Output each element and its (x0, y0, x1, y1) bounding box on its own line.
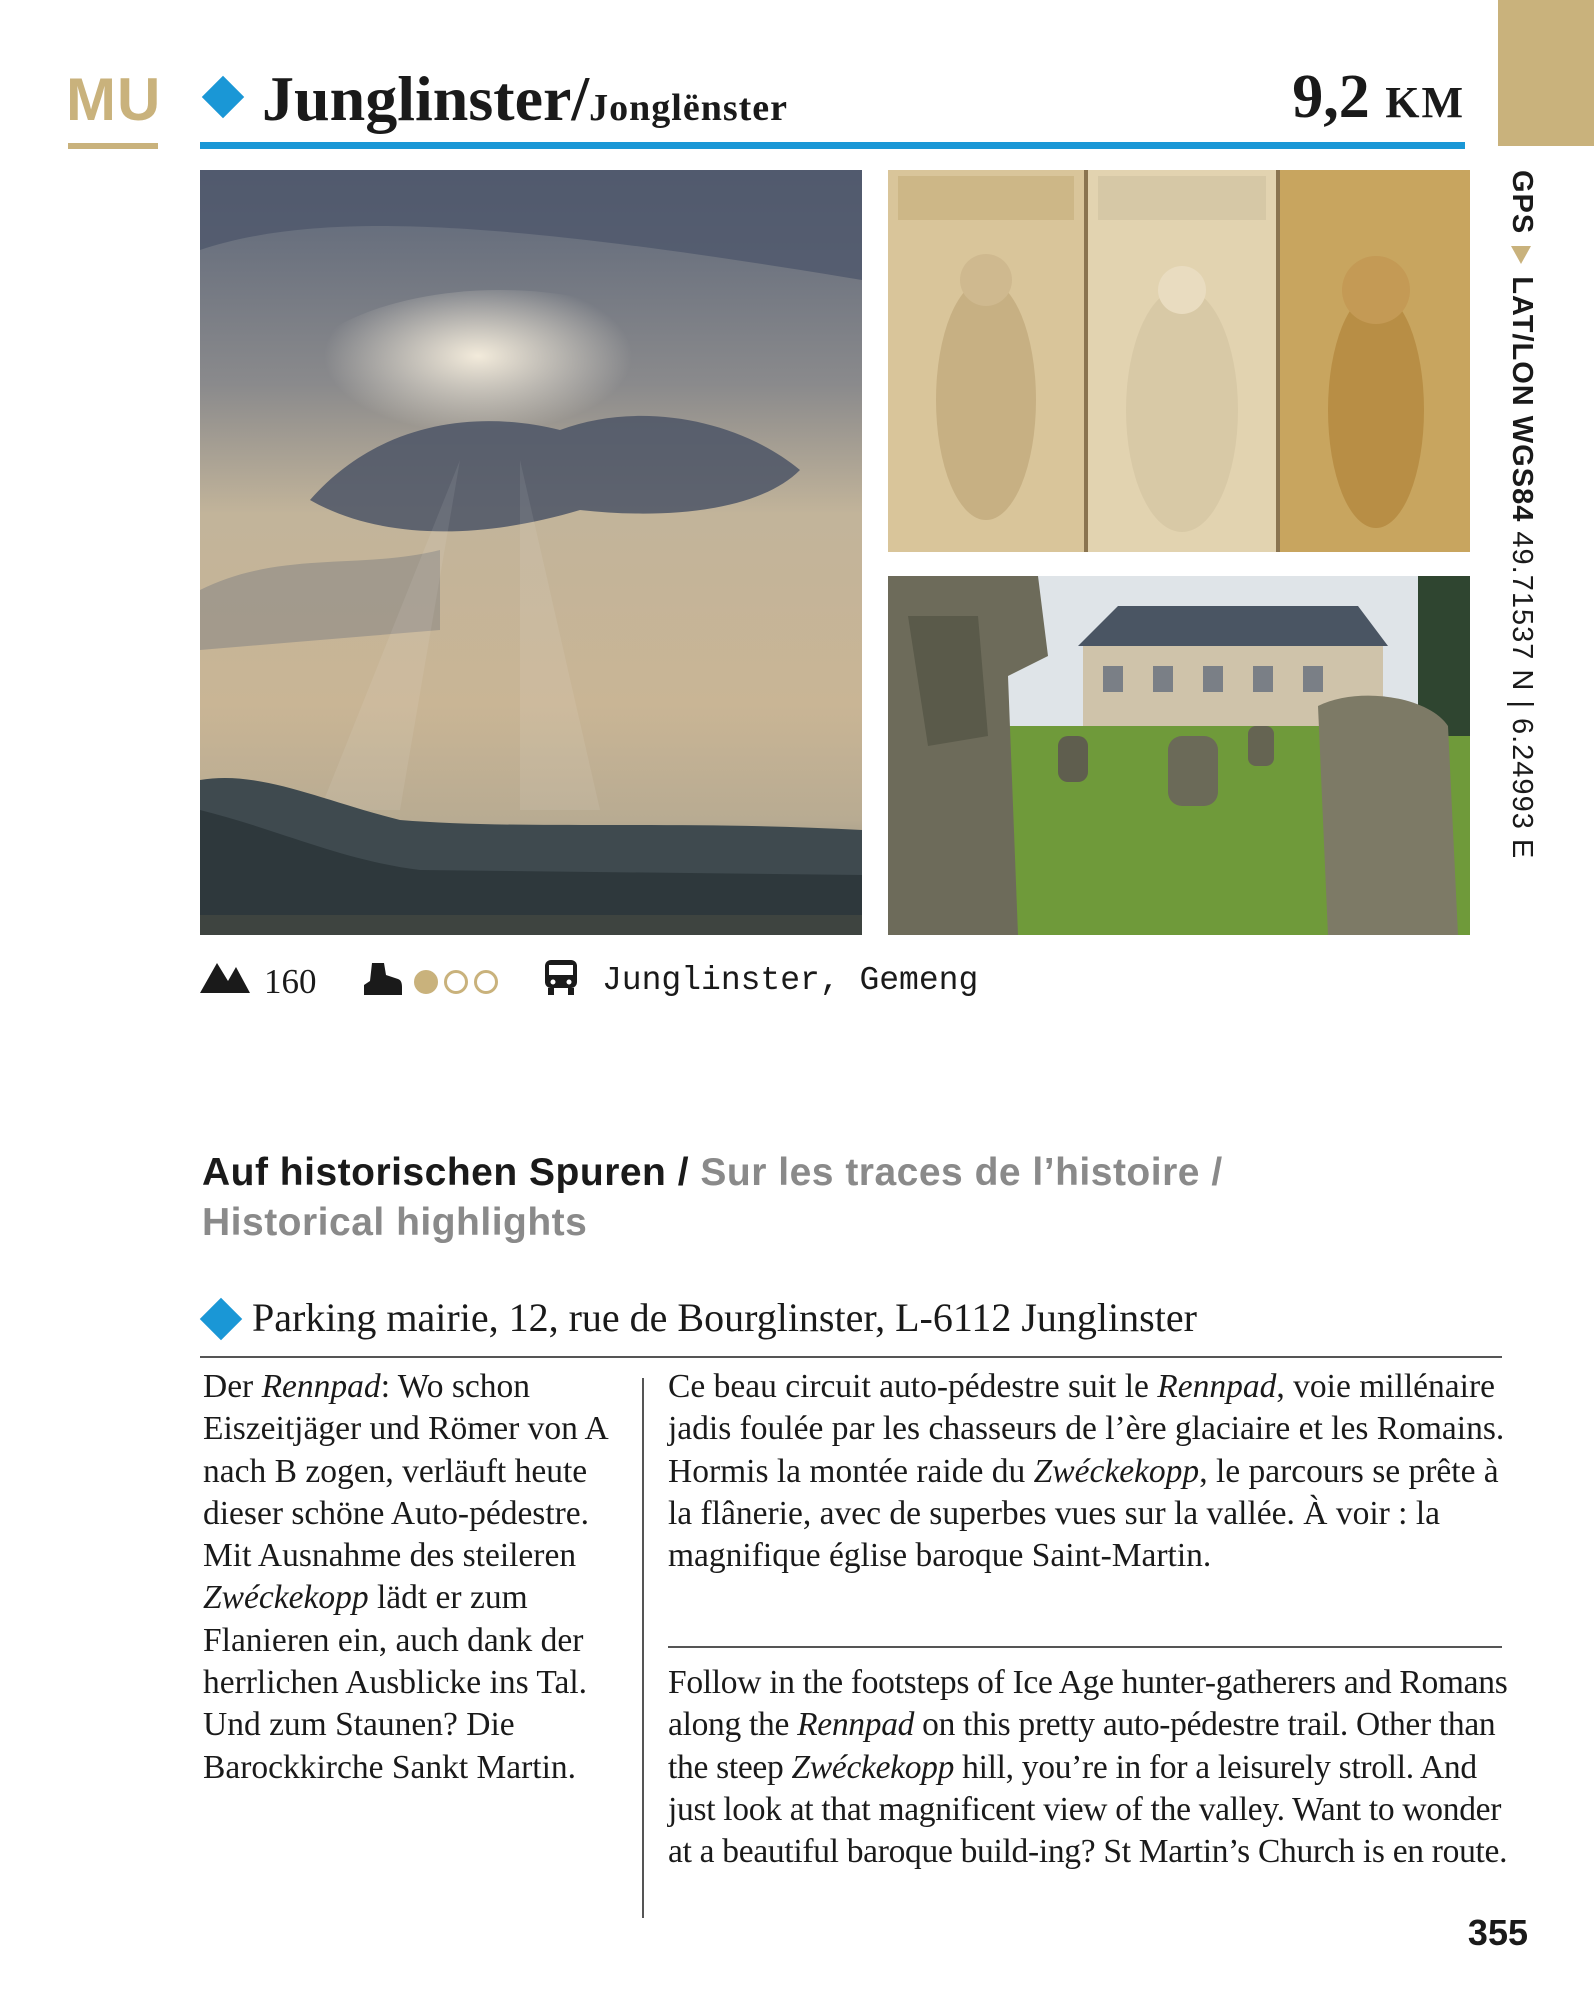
region-tab-marker (1498, 0, 1594, 146)
distance-value: 9,2 (1292, 63, 1370, 131)
hiking-boot-icon (362, 961, 402, 995)
text-segment: : Wo schon Eiszeitjäger und Römer von A nach B zogen, verläuft heute dieser schöne Auto-pédestre. Mit Ausnahme des steileren (203, 1368, 607, 1575)
trail-info-row (200, 962, 979, 1008)
text-segment: Der (203, 1368, 262, 1405)
page-number: 355 (1467, 1912, 1528, 1953)
description-en (668, 1662, 1508, 1873)
title-row (200, 60, 1465, 140)
start-point (200, 1290, 1500, 1350)
gps-coordinates (1500, 170, 1540, 870)
description-fr (668, 1366, 1508, 1577)
title-luxembourgish: Jonglënster (589, 87, 789, 129)
difficulty-dot-empty (444, 970, 468, 994)
text-italic-zweckekopp: Zwéckekopp (1033, 1452, 1200, 1490)
difficulty-dot-empty (474, 970, 498, 994)
text-italic-rennpad: Rennpad (797, 1706, 915, 1744)
text-segment: hill, you’re in for a leisurely stroll. And just look at that magnificent view of the valley. Want to wonder at a beautiful baroque build-ing? St Martin’s Church is en route. (668, 1748, 1508, 1871)
diamond-marker-icon (202, 76, 244, 118)
divider (668, 1646, 1502, 1648)
text-italic-rennpad: Rennpad (261, 1368, 381, 1405)
bus-stop-name: Junglinster, Gemeng (602, 962, 979, 999)
mountain-icon (200, 959, 250, 993)
region-underline (68, 143, 158, 149)
distance (1292, 62, 1465, 133)
text-italic-rennpad: Rennpad (1157, 1368, 1277, 1405)
distance-unit: KM (1385, 78, 1465, 127)
gps-label: GPS (1506, 170, 1538, 235)
arrow-right-icon (1511, 246, 1531, 264)
section-heading (202, 1148, 1462, 1248)
text-segment: lädt er zum Flanieren ein, auch dank der herrlichen Ausblicke ins Tal. Und zum Staunen? Die Barockkirche Sankt Martin. (203, 1579, 588, 1786)
difficulty-dot-filled (414, 970, 438, 994)
section-heading-de: Auf historischen Spuren (202, 1151, 667, 1194)
page-title (262, 62, 788, 136)
bus-icon (544, 958, 578, 996)
photo-landscape (200, 170, 862, 935)
divider (200, 1356, 1502, 1358)
elevation-value: 160 (264, 962, 317, 1001)
description-de (203, 1366, 643, 1789)
difficulty-rating (414, 964, 504, 1001)
text-segment: , voie millénaire jadis foulée par les chasseurs de l’ère glaciaire et les Romains. Hormis la montée raide du (668, 1368, 1505, 1490)
section-heading-fr: Sur les traces de l’histoire (700, 1151, 1200, 1194)
text-segment: Follow in the footsteps of Ice Age hunter-gatherers and Romans along the (668, 1664, 1508, 1744)
diamond-marker-icon (200, 1298, 242, 1340)
start-point-label: Parking mairie, 12, rue de Bourglinster, L-6112 Junglinster (252, 1295, 1197, 1340)
photo-tomb-reliefs (888, 170, 1470, 552)
title-rule (200, 142, 1465, 149)
column-divider (642, 1378, 644, 1918)
photo-cemetery (888, 576, 1470, 935)
text-italic-zweckekopp: Zwéckekopp (203, 1579, 369, 1617)
section-separator: / (677, 1151, 690, 1194)
text-segment: , le parcours se prête à la flânerie, avec de superbes vues sur la vallée. À voir : la magnifique église baroque Saint-Martin. (668, 1452, 1499, 1575)
section-heading-en: Historical highlights (202, 1201, 588, 1244)
gps-coords: 49.71537 N | 6.24993 E (1506, 531, 1538, 860)
region-code: MU (66, 66, 162, 133)
text-segment: on this pretty auto-pédestre trail. Other than the steep (668, 1706, 1496, 1786)
gps-system: LAT/LON WGS84 (1506, 276, 1538, 523)
text-segment: Ce beau circuit auto-pédestre suit le (668, 1368, 1158, 1405)
title-main: Junglinster/ (262, 63, 590, 134)
section-separator: / (1211, 1151, 1223, 1194)
text-italic-zweckekopp: Zwéckekopp (791, 1748, 955, 1786)
